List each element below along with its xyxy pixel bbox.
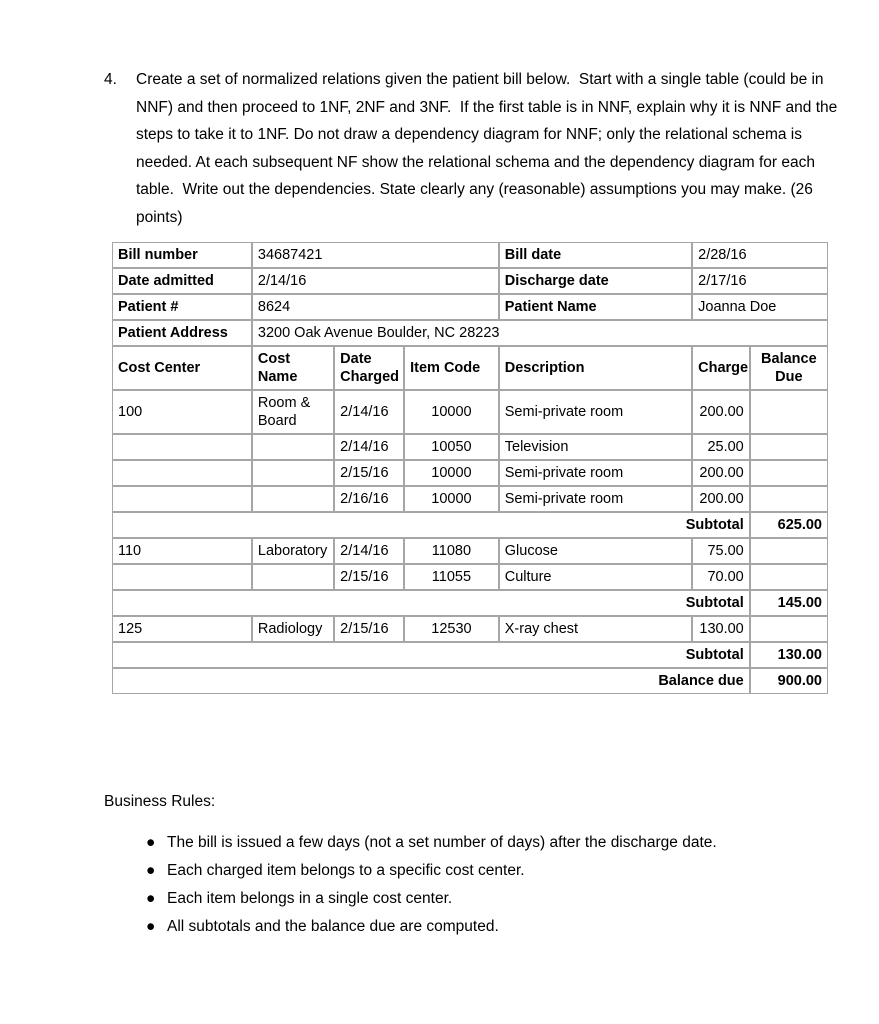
cell-cost-name xyxy=(252,434,334,460)
cell-cost-center: 110 xyxy=(112,538,252,564)
discharge-date-value: 2/17/16 xyxy=(692,268,828,294)
cell-item-code: 10000 xyxy=(404,486,499,512)
patient-number-value: 8624 xyxy=(252,294,499,320)
cell-cost-center: 100 xyxy=(112,390,252,434)
business-rules-title: Business Rules: xyxy=(104,793,216,810)
business-rules-list xyxy=(104,829,844,941)
subtotal-label: Subtotal xyxy=(112,590,750,616)
business-rules-block xyxy=(104,791,844,941)
list-item-label: Each charged item belongs to a specific cost center. xyxy=(167,862,525,879)
patient-name-label: Patient Name xyxy=(499,294,692,320)
cell-cost-name: Laboratory xyxy=(252,538,334,564)
patient-bill-table xyxy=(112,242,828,694)
date-admitted-value: 2/14/16 xyxy=(252,268,499,294)
col-header-description: Description xyxy=(499,346,692,390)
table-row xyxy=(112,434,828,460)
bill-number-label: Bill number xyxy=(112,242,252,268)
cell-charge: 200.00 xyxy=(692,486,750,512)
subtotal-row xyxy=(112,642,828,668)
bill-number-value: 34687421 xyxy=(252,242,499,268)
cell-description: Semi-private room xyxy=(499,460,692,486)
cell-date-charged: 2/15/16 xyxy=(334,460,404,486)
cell-cost-center: 125 xyxy=(112,616,252,642)
table-row xyxy=(112,564,828,590)
cell-cost-center xyxy=(112,564,252,590)
subtotal-label: Subtotal xyxy=(112,642,750,668)
bullet-icon: ● xyxy=(146,862,156,879)
col-header-cost-name: Cost Name xyxy=(252,346,334,390)
cell-balance-due xyxy=(750,564,828,590)
subtotal-value: 130.00 xyxy=(750,642,828,668)
cell-description: Glucose xyxy=(499,538,692,564)
bullet-icon: ● xyxy=(146,918,156,935)
bullet-icon: ● xyxy=(146,890,156,907)
balance-due-label: Balance due xyxy=(112,668,750,694)
list-item xyxy=(104,857,844,885)
discharge-date-label: Discharge date xyxy=(499,268,692,294)
cell-cost-name: Radiology xyxy=(252,616,334,642)
cell-cost-center xyxy=(112,460,252,486)
date-admitted-label: Date admitted xyxy=(112,268,252,294)
table-row xyxy=(112,616,828,642)
cell-item-code: 11055 xyxy=(404,564,499,590)
cell-description: Semi-private room xyxy=(499,486,692,512)
cell-charge: 200.00 xyxy=(692,390,750,434)
cell-balance-due xyxy=(750,390,828,434)
cell-cost-center xyxy=(112,434,252,460)
cell-cost-name xyxy=(252,486,334,512)
bill-info-row xyxy=(112,242,828,268)
bill-date-value: 2/28/16 xyxy=(692,242,828,268)
cell-balance-due xyxy=(750,434,828,460)
question-number: 4. xyxy=(104,71,117,88)
table-row xyxy=(112,390,828,434)
list-item xyxy=(104,913,844,941)
cell-item-code: 10000 xyxy=(404,390,499,434)
question-text: Create a set of normalized relations given the patient bill below. Start with a single table (could be in NNF) and then proceed to 1NF, 2NF and 3NF. If the first table is in NNF, explain why it is NNF and the steps to take it to 1NF. Do not draw a dependency diagram for NNF; only the relational schema is needed. At each subsequent NF show the relational schema and the dependency diagram for each table. Write out the dependencies. State clearly any (reasonable) assumptions you may make. (26 points) xyxy=(136,71,842,226)
subtotal-row xyxy=(112,590,828,616)
subtotal-label: Subtotal xyxy=(112,512,750,538)
cell-description: X-ray chest xyxy=(499,616,692,642)
cell-description: Television xyxy=(499,434,692,460)
patient-name-value: Joanna Doe xyxy=(692,294,828,320)
cell-charge: 70.00 xyxy=(692,564,750,590)
cell-cost-center xyxy=(112,486,252,512)
subtotal-value: 145.00 xyxy=(750,590,828,616)
list-item-label: The bill is issued a few days (not a set number of days) after the discharge date. xyxy=(167,834,717,851)
bill-table xyxy=(112,242,828,694)
cell-item-code: 12530 xyxy=(404,616,499,642)
table-row xyxy=(112,460,828,486)
cell-cost-name xyxy=(252,564,334,590)
patient-address-value: 3200 Oak Avenue Boulder, NC 28223 xyxy=(252,320,828,346)
list-item-label: All subtotals and the balance due are computed. xyxy=(167,918,499,935)
table-row xyxy=(112,486,828,512)
bill-info-row xyxy=(112,268,828,294)
cell-date-charged: 2/14/16 xyxy=(334,538,404,564)
patient-number-label: Patient # xyxy=(112,294,252,320)
bill-info-row xyxy=(112,294,828,320)
cell-date-charged: 2/16/16 xyxy=(334,486,404,512)
cell-balance-due xyxy=(750,616,828,642)
question-row xyxy=(104,66,844,231)
col-header-balance-due: Balance Due xyxy=(750,346,828,390)
cell-balance-due xyxy=(750,460,828,486)
col-header-cost-center: Cost Center xyxy=(112,346,252,390)
cell-item-code: 11080 xyxy=(404,538,499,564)
col-header-item-code: Item Code xyxy=(404,346,499,390)
balance-due-value: 900.00 xyxy=(750,668,828,694)
question-block xyxy=(104,66,844,231)
subtotal-row xyxy=(112,512,828,538)
cell-charge: 75.00 xyxy=(692,538,750,564)
cell-item-code: 10000 xyxy=(404,460,499,486)
subtotal-value: 625.00 xyxy=(750,512,828,538)
list-item-label: Each item belongs in a single cost center. xyxy=(167,890,453,907)
col-header-charge: Charge xyxy=(692,346,750,390)
cell-date-charged: 2/14/16 xyxy=(334,434,404,460)
cell-charge: 200.00 xyxy=(692,460,750,486)
cell-item-code: 10050 xyxy=(404,434,499,460)
table-row xyxy=(112,538,828,564)
balance-due-row xyxy=(112,668,828,694)
cell-balance-due xyxy=(750,486,828,512)
cell-date-charged: 2/15/16 xyxy=(334,564,404,590)
cell-description: Semi-private room xyxy=(499,390,692,434)
bill-column-header-row xyxy=(112,346,828,390)
cell-cost-name xyxy=(252,460,334,486)
cell-cost-name: Room & Board xyxy=(252,390,334,434)
cell-description: Culture xyxy=(499,564,692,590)
bullet-icon: ● xyxy=(146,834,156,851)
cell-date-charged: 2/14/16 xyxy=(334,390,404,434)
cell-charge: 25.00 xyxy=(692,434,750,460)
list-item xyxy=(104,885,844,913)
patient-address-label: Patient Address xyxy=(112,320,252,346)
cell-date-charged: 2/15/16 xyxy=(334,616,404,642)
col-header-date-charged: Date Charged xyxy=(334,346,404,390)
bill-date-label: Bill date xyxy=(499,242,692,268)
cell-balance-due xyxy=(750,538,828,564)
list-item xyxy=(104,829,844,857)
cell-charge: 130.00 xyxy=(692,616,750,642)
bill-info-row xyxy=(112,320,828,346)
